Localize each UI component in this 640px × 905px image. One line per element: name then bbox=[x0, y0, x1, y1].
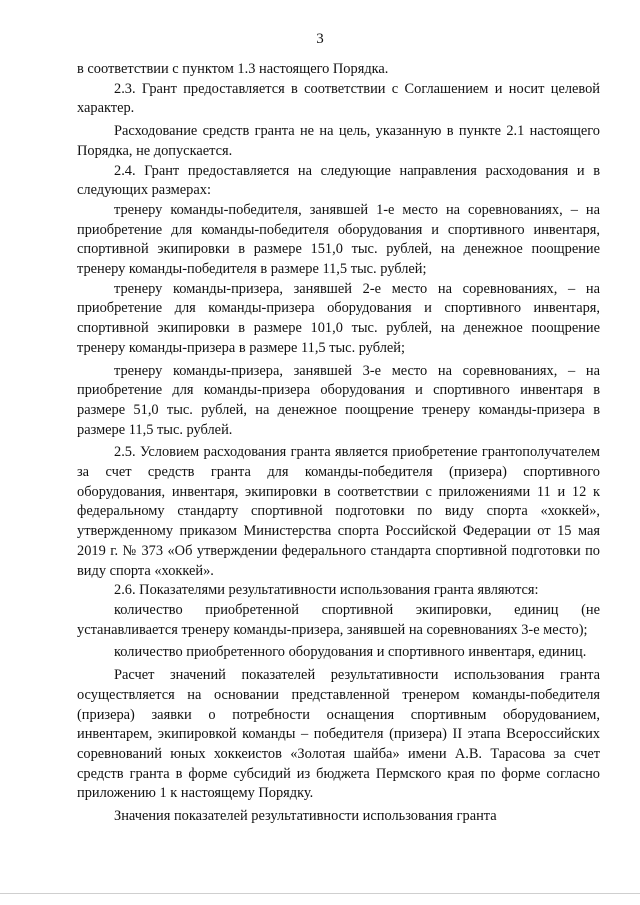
paragraph-calculation: Расчет значений показателей результативности использования гранта осуществляется на основании представленной тренером команды-победителя (призера) заявки о потребности оснащения спортивным оборудованием, инвентарем, экипировкой команды – победителя (призера) II этапа Всероссийских соревнований юных хоккеистов «Золотая шайба» имени А.В. Тарасова за счет средств гранта в форме субсидий из бюджета Пермского края по форме согласно приложению 1 к настоящему Порядку. bbox=[77, 667, 600, 802]
paragraph-third-place: тренеру команды-призера, занявшей 3-е место на соревнованиях, – на приобретение для команды-призера оборудования и спортивного инвентаря в размере 51,0 тыс. рублей, на денежное поощрение тренеру команды-призера в размере 11,5 тыс. рублей. bbox=[77, 362, 600, 438]
page-bottom-edge bbox=[0, 893, 640, 894]
paragraph-first-place: тренеру команды-победителя, занявшей 1-е место на соревнованиях, – на приобретение для команды-победителя оборудования и спортивного инвентаря, спортивной экипировки в размере 151,0 тыс. рублей, на денежное поощрение тренеру команды-победителя в размере 11,5 тыс. рублей; bbox=[77, 201, 600, 278]
paragraph-inventory-count: количество приобретенного оборудования и спортивного инвентаря, единиц. bbox=[114, 644, 587, 661]
paragraph-2-4: 2.4. Грант предоставляется на следующие направления расходования и в следующих размерах: bbox=[77, 162, 600, 199]
paragraph-2-6: 2.6. Показателями результативности использования гранта являются: bbox=[114, 582, 539, 599]
paragraph-2-5: 2.5. Условием расходования гранта является приобретение грантополучателем за счет средств гранта для команды-победителя (призера) спортивного оборудования, инвентаря, экипировки в соответствии с приложениями 11 и 12 к федеральному стандарту спортивной подготовки по виду спорта «хоккей», утвержденному приказом Министерства спорта Российской Федерации от 15 мая 2019 г. № 373 «Об утверждении федерального стандарта спортивной подготовки по виду спорта «хоккей». bbox=[77, 444, 600, 579]
page-number: 3 bbox=[316, 31, 324, 47]
paragraph-2-3: 2.3. Грант предоставляется в соответствии с Соглашением и носит целевой характер. bbox=[77, 80, 600, 117]
paragraph-continuation: в соответствии с пунктом 1.3 настоящего Порядка. bbox=[77, 61, 389, 77]
paragraph-misuse-prohibited: Расходование средств гранта не на цель, указанную в пункте 2.1 настоящего Порядка, не допускается. bbox=[77, 123, 600, 159]
paragraph-second-place: тренеру команды-призера, занявшей 2-е место на соревнованиях, – на приобретение для команды-призера оборудования и спортивного инвентаря, спортивной экипировки в размере 101,0 тыс. рублей, на денежное поощрение тренеру команды-призера в размере 11,5 тыс. рублей; bbox=[77, 280, 600, 356]
paragraph-indicator-values: Значения показателей результативности использования гранта bbox=[114, 808, 497, 825]
document-body bbox=[77, 60, 600, 827]
paragraph-equipment-count: количество приобретенной спортивной экипировки, единиц (не устанавливается тренеру команды-призера, занявшей на соревнованиях 3-е место); bbox=[77, 601, 600, 638]
